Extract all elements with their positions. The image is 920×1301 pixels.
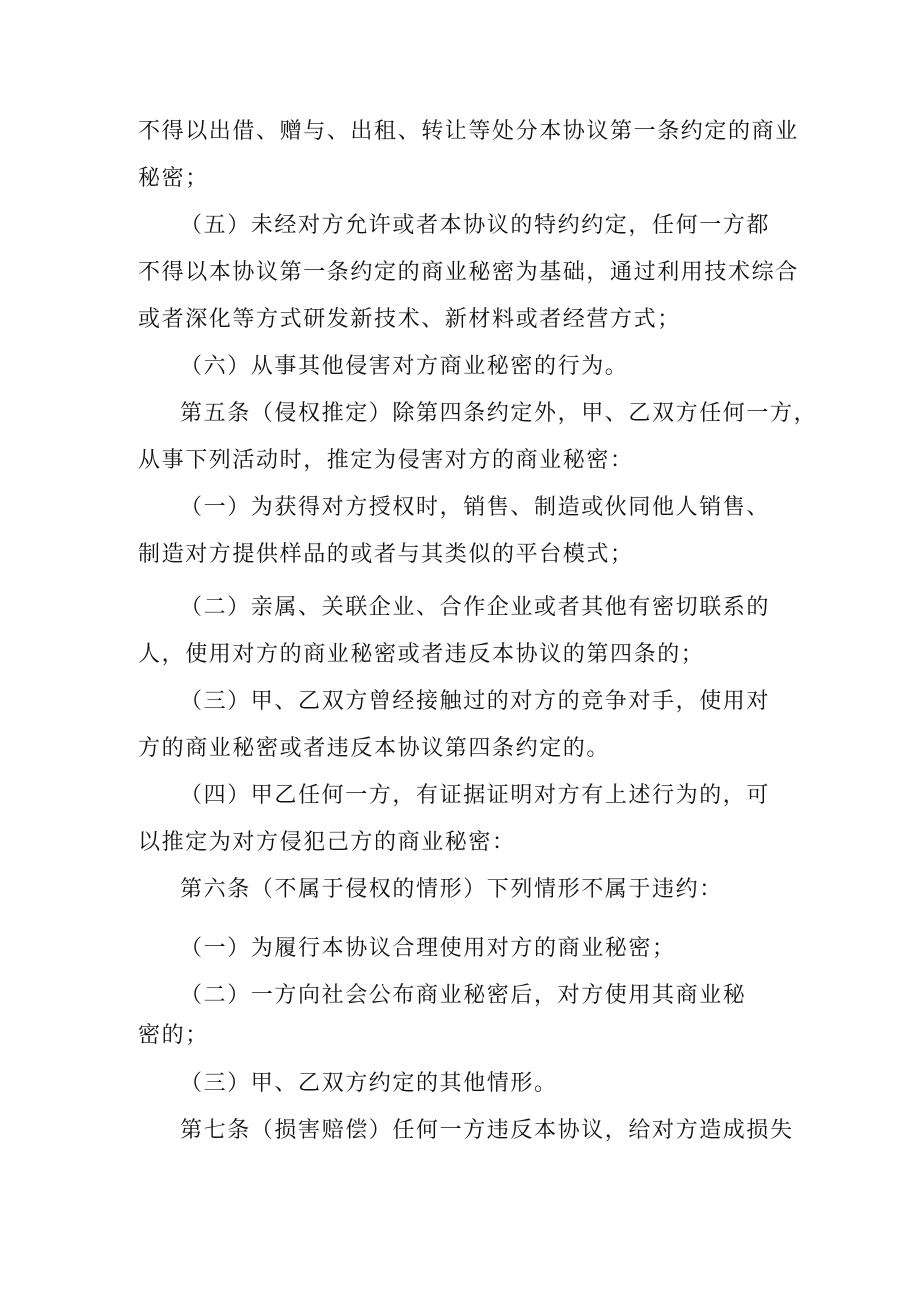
text-line: 第五条（侵权推定）除第四条约定外，甲、乙双方任何一方， <box>180 401 818 426</box>
text-line: （三）甲、乙双方曾经接触过的对方的竞争对手，使用对 <box>180 689 771 714</box>
text-line: （二）亲属、关联企业、合作企业或者其他有密切联系的 <box>180 595 771 620</box>
text-line: （四）甲乙任何一方，有证据证明对方有上述行为的，可 <box>180 783 771 808</box>
text-line: 密的； <box>138 1023 209 1048</box>
text-line: 或者深化等方式研发新技术、新材料或者经营方式； <box>138 307 681 332</box>
text-line: （六）从事其他侵害对方商业秘密的行为。 <box>180 354 629 379</box>
text-line: 第七条（损害赔偿）任何一方违反本协议，给对方造成损失 <box>180 1118 794 1143</box>
text-line: 第六条（不属于侵权的情形）下列情形不属于违约： <box>180 877 723 902</box>
text-line: 制造对方提供样品的或者与其类似的平台模式； <box>138 542 634 567</box>
text-line: 不得以本协议第一条约定的商业秘密为基础，通过利用技术综合 <box>138 260 799 285</box>
text-line: （二）一方向社会公布商业秘密后，对方使用其商业秘 <box>180 983 747 1008</box>
text-line: 人，使用对方的商业秘密或者违反本协议的第四条的； <box>138 642 705 667</box>
text-line: （一）为获得对方授权时，销售、制造或伙同他人销售、 <box>180 495 771 520</box>
text-line: 以推定为对方侵犯己方的商业秘密： <box>138 830 516 855</box>
text-line: 从事下列活动时，推定为侵害对方的商业秘密： <box>138 448 634 473</box>
text-line: （三）甲、乙双方约定的其他情形。 <box>180 1071 558 1096</box>
text-line: 秘密； <box>138 166 209 191</box>
text-line: 方的商业秘密或者违反本协议第四条约定的。 <box>138 736 611 761</box>
text-line: （五）未经对方允许或者本协议的特约约定，任何一方都 <box>180 213 771 238</box>
text-line: 不得以出借、赠与、出租、转让等处分本协议第一条约定的商业 <box>138 119 799 144</box>
text-line: （一）为履行本协议合理使用对方的商业秘密； <box>180 936 676 961</box>
